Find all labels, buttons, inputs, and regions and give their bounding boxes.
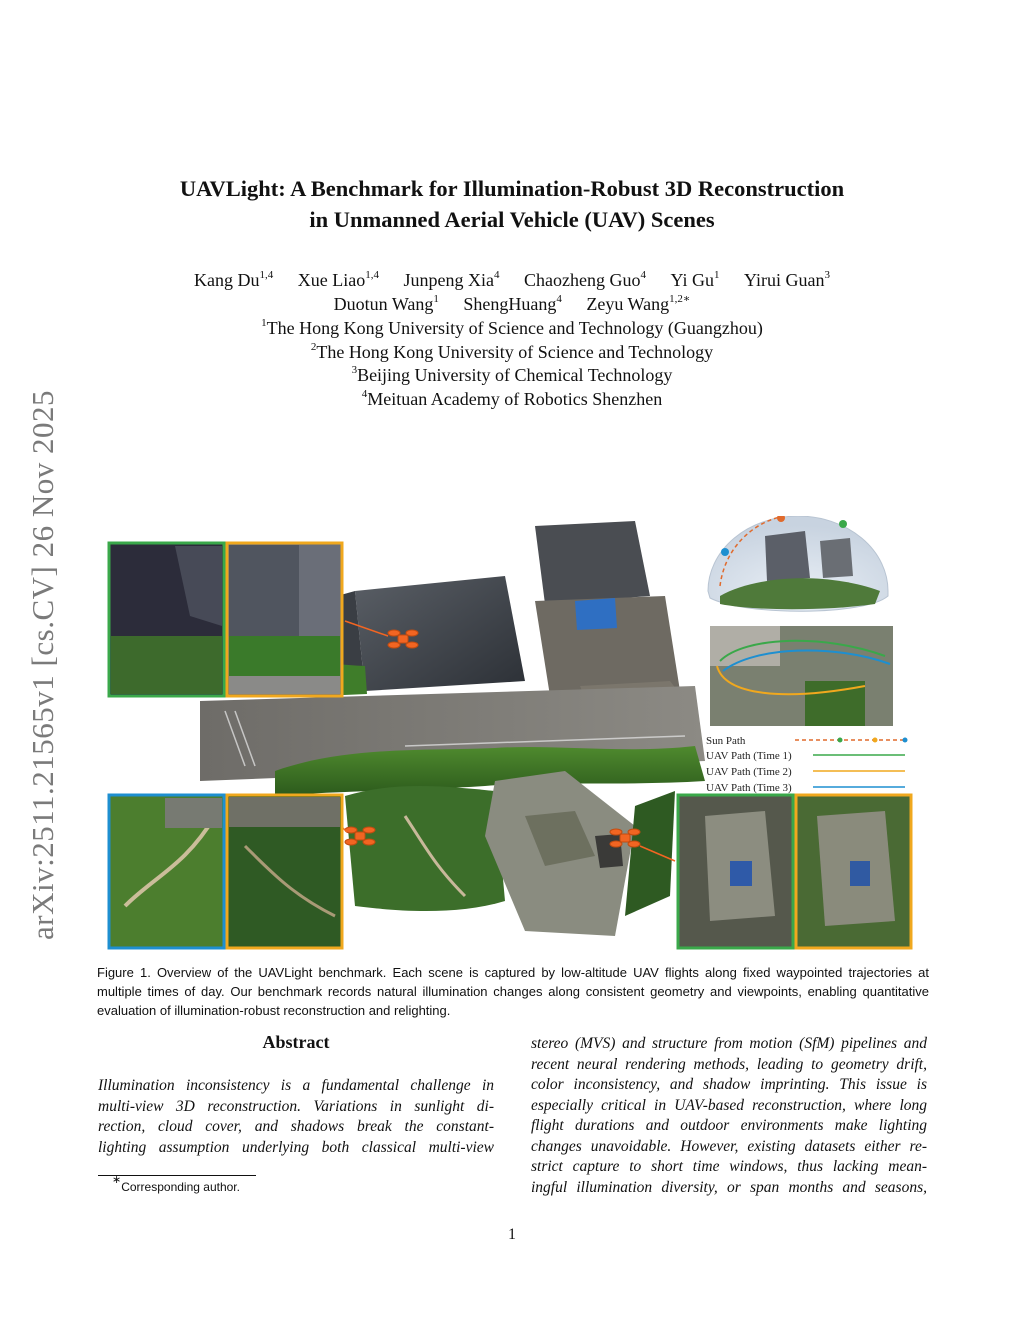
paper-title bbox=[100, 173, 924, 235]
footnote: ∗Corresponding author. bbox=[112, 1174, 240, 1194]
thumbnail-bottom-right-2 bbox=[796, 795, 911, 948]
author: ShengHuang$^4$ bbox=[463, 293, 562, 314]
abstract-right-column bbox=[531, 1034, 927, 1198]
affiliation: $^1$The Hong Kong University of Science and Technology (Guangzhou) bbox=[261, 317, 763, 338]
legend-uav-time-3: UAV Path (Time 3) bbox=[706, 782, 792, 794]
affiliation: $^2$The Hong Kong University of Science and Technology bbox=[310, 341, 714, 362]
figure-legend bbox=[706, 735, 908, 794]
thumbnail-bottom-right-1 bbox=[678, 795, 793, 948]
abstract-line: stereo (MVS) and structure from motion (SfM) pipelines and bbox=[531, 1035, 927, 1052]
figure-caption: Figure 1. Overview of the UAVLight benchmark. Each scene is captured by low-altitude UAV flights along fixed waypointed trajectories at multiple times of day. Our benchmark records natural illumination changes along consistent geometry and viewpoints, enabling quantitative evaluation of illumination-robust reconstruction and relighting. bbox=[97, 965, 929, 1018]
title-line-2: in Unmanned Aerial Vehicle (UAV) Scenes bbox=[309, 207, 715, 232]
author-row-2 bbox=[100, 294, 924, 315]
author: Zeyu Wang$^{1,2∗}$ bbox=[586, 293, 691, 314]
abstract-line: changes unavoidable. However, existing datasets either re- bbox=[531, 1137, 927, 1155]
abstract-line: multi-view 3D reconstruction. Variations in sunlight di- bbox=[98, 1097, 494, 1115]
abstract-line: rection, cloud cover, and shadows break the constant- bbox=[98, 1118, 494, 1135]
sun-path-dome bbox=[708, 516, 888, 611]
author: Kang Du$^{1,4}$ bbox=[194, 269, 274, 290]
author: Yirui Guan$^3$ bbox=[743, 269, 830, 290]
footnote-rule bbox=[98, 1175, 256, 1176]
author: Yi Gu$^1$ bbox=[670, 269, 720, 290]
legend-uav-time-2: UAV Path (Time 2) bbox=[706, 766, 792, 778]
abstract-line: ingful illumination diversity, or span months and seasons, bbox=[531, 1178, 927, 1196]
figure-illustration bbox=[105, 516, 915, 952]
thumbnail-bottom-left-1 bbox=[109, 795, 224, 948]
abstract-line: especially critical in UAV-based reconstruction, where long bbox=[531, 1096, 927, 1114]
author: Chaozheng Guo$^4$ bbox=[523, 269, 646, 290]
thumbnail-bottom-left-2 bbox=[227, 795, 342, 948]
author: Duotun Wang$^1$ bbox=[333, 293, 439, 314]
author: Junpeng Xia$^4$ bbox=[403, 269, 500, 290]
abstract-line: strict capture to short time windows, thus lacking mean- bbox=[531, 1158, 927, 1175]
abstract-line: color inconsistency, and shadow imprinting. This issue is bbox=[531, 1076, 927, 1093]
abstract-heading: Abstract bbox=[262, 1032, 330, 1052]
figure-1 bbox=[105, 516, 915, 952]
abstract-line: Illumination inconsistency is a fundamental challenge in bbox=[98, 1077, 494, 1094]
trajectory-map bbox=[710, 626, 893, 726]
author-row-1 bbox=[100, 270, 924, 291]
abstract-line: lighting assumption underlying both classical multi-view bbox=[98, 1138, 494, 1156]
page-number: 1 bbox=[508, 1226, 516, 1243]
legend-uav-time-1: UAV Path (Time 1) bbox=[706, 750, 792, 762]
thumbnail-top-left-1 bbox=[109, 543, 224, 696]
affiliation: $^4$Meituan Academy of Robotics Shenzhen bbox=[361, 388, 663, 409]
legend-sun-path: Sun Path bbox=[706, 735, 746, 747]
affiliation: $^3$Beijing University of Chemical Technology bbox=[351, 364, 673, 385]
author: Xue Liao$^{1,4}$ bbox=[297, 269, 379, 290]
thumbnail-top-left-2 bbox=[227, 543, 342, 696]
abstract-line: flight durations and outdoor environments make lighting bbox=[531, 1117, 927, 1134]
abstract-line: recent neural rendering methods, leading to geometry drift, bbox=[531, 1055, 927, 1073]
arxiv-stamp: arXiv:2511.21565v1 [cs.CV] 26 Nov 2025 bbox=[25, 390, 60, 940]
title-line-1: UAVLight: A Benchmark for Illumination-Robust 3D Reconstruction bbox=[179, 176, 845, 201]
abstract-left-column bbox=[98, 1076, 494, 1158]
